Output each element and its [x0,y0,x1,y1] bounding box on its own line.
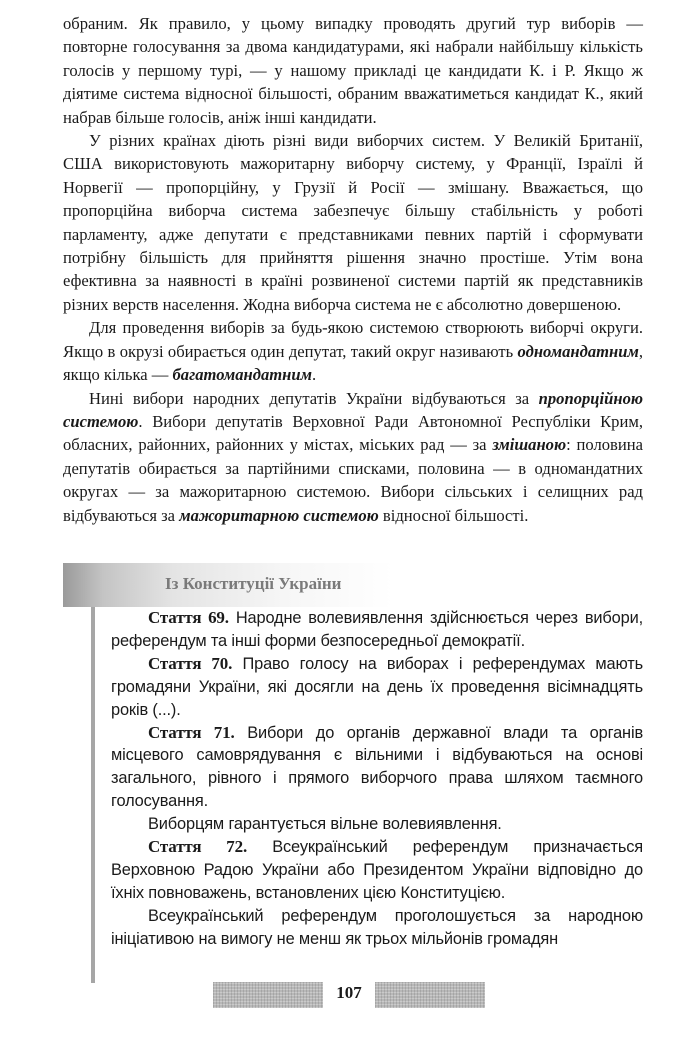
footer-decor-left [213,982,323,1008]
paragraph-ukraine-elections: Нині вибори народних депутатів України відбуваються за пропорційною системою. Вибори депутатів Верховної Ради Автономної Республіки Крим, обласних, районних, районних у містах, міських рад — за змішаною: половина депутатів обирається за партійними списками, половина — в одномандатних округах — за мажоритарною системою. Вибори сільських і селищних рад відбуваються за мажоритарною системою відносної більшості. [63,388,643,525]
page-footer [213,978,503,1010]
constitution-title: Із Конституції України [165,574,342,593]
paragraph-electoral-systems: У різних країнах діють різні види виборчих систем. У Великій Британії, США використовують мажоритарну виборчу систему, у Франції, Ізраїлі й Норвегії — пропорційну, у Грузії й Росії — змішану. Вважається, що пропорційна виборча система забезпечує більшу стабільність у роботі парламенту, адже депутати є представниками певних партій і сформувати потрібну більшість для прийняття рішення значно простіше. Утім вона ефективна за наявності в країні розвиненої системи партій як представників різних верств населення. Жодна виборча система не є абсолютно довершеною. [63,131,643,314]
article-69: Стаття 69. Народне волевиявлення здійснюється через вибори, референдум та інші форми безпосередньої демократії. [111,608,643,650]
article-72: Стаття 72. Всеукраїнський референдум призначається Верховною Радою України або Президентом України відповідно до їхніх повноважень, встановлених цією Конституцією. [111,837,643,902]
term-single-mandate: одномандатним [517,341,639,361]
page-number: 107 [336,983,362,1002]
article-71: Стаття 71. Вибори до органів державної влади та органів місцевого самоврядування є вільними і відбуваються на основі загального, рівного і прямого виборчого права шляхом таємного голосування. [111,722,643,811]
article-70: Стаття 70. Право голосу на виборах і референдумах мають громадяни України, які досягли на день їх проведення вісімнадцять років (...). [111,653,643,719]
footer-decor-right [375,982,485,1008]
paragraph-electoral-districts: Для проведення виборів за будь-якою системою створюють виборчі округи. Якщо в окрузі обирається один депутат, такий округ називають одномандатним, якщо кілька — багатомандатним. [63,318,643,385]
constitution-excerpt [63,563,643,948]
term-multi-mandate: багатомандатним [172,365,312,385]
excerpt-side-rule [91,607,95,983]
main-text [63,12,643,527]
paragraph-runoff: обраним. Як правило, у цьому випадку проводять другий тур виборів — повторне голосування за двома кандидатурами, які набрали найбільшу кількість голосів у першому турі, — у нашому прикладі це кандидати К. і Р. Якщо ж діятиме система відносної більшості, обраним вважатиметься кандидат К., який набрав більше голосів, аніж інші кандидати. [63,14,643,127]
article-71-label: Стаття 71. [148,722,235,742]
article-70-label: Стаття 70. [148,653,233,673]
article-72-label: Стаття 72. [148,837,248,857]
article-71-paragraph-2: Виборцям гарантується вільне волевиявлення. [148,815,502,834]
article-72-paragraph-2: Всеукраїнський референдум проголошується за народною ініціативою на вимогу не менш як трьох мільйонів громадян [111,906,643,948]
term-proportional: пропорційною системою [63,388,643,431]
article-69-label: Стаття 69. [148,608,229,627]
constitution-header [63,563,643,607]
term-majoritarian: мажоритарною системою [179,505,379,525]
term-mixed: змішаною [492,435,567,455]
constitution-articles [111,607,643,951]
